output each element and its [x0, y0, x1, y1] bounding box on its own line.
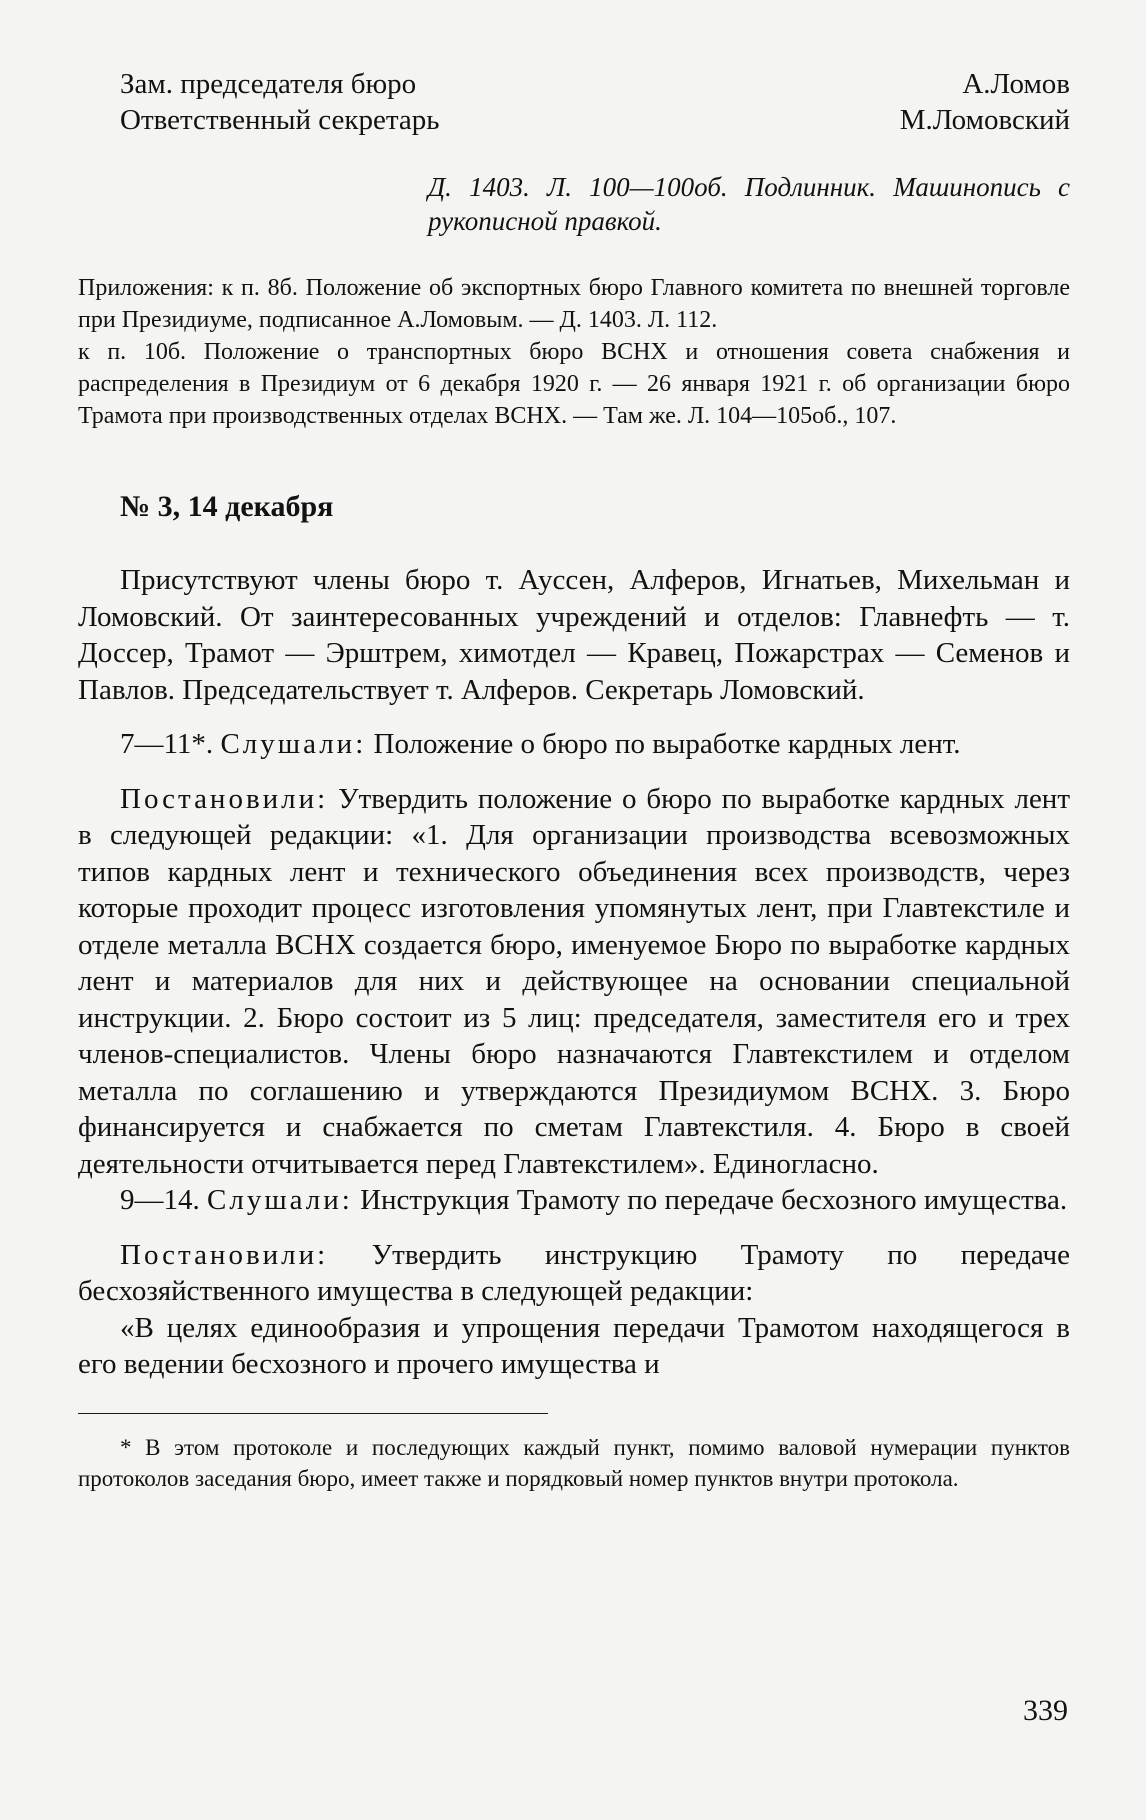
document-page [78, 66, 1070, 1494]
heard-paragraph-1 [78, 726, 1070, 763]
attachments [78, 272, 1070, 432]
section-title: № 3, 14 декабря [120, 490, 334, 523]
signature-row-secretary [78, 102, 1070, 138]
archive-reference: Д. 1403. Л. 100—100об. Подлинник. Машинопись с рукописной правкой. [428, 172, 1070, 236]
page-number: 339 [1023, 1694, 1068, 1727]
heard-label: Слушали: [220, 728, 367, 760]
item-number: 7—11*. [120, 728, 214, 760]
resolved-paragraph-1 [78, 781, 1070, 1183]
attachment-item: Приложения: к п. 8б. Положение об экспортных бюро Главного комитета по внешней торговле при Президиуме, подписанное А.Ломовым. — Д. 1403. Л. 112. [78, 275, 1070, 333]
footnote: * В этом протоколе и последующих каждый пункт, помимо валовой нумерации пунктов протоколов заседания бюро, имеет также и порядковый номер пунктов внутри протокола. [78, 1434, 1070, 1491]
heard-text: Положение о бюро по выработке кардных лент. [373, 728, 961, 760]
signature-role: Ответственный секретарь [120, 104, 440, 136]
item-number: 9—14. [120, 1184, 200, 1216]
heard-text: Инструкция Трамоту по передаче бесхозного имущества. [360, 1184, 1068, 1216]
resolved-text: Утвердить инструкцию Трамоту по передаче бесхозяйственного имущества в следующей редакции: [78, 1238, 1071, 1307]
heard-label: Слушали: [207, 1184, 353, 1216]
resolved-paragraph-2 [78, 1237, 1070, 1310]
resolved-label: Постановили: [120, 782, 329, 815]
attendees-paragraph: Присутствуют члены бюро т. Ауссен, Алферов, Игнатьев, Михельман и Ломовский. От заинтересованных учреждений и отделов: Главнефть — т. Доссер, Трамот — Эрштрем, химотдел — Кравец, Пожарстрах — Семенов и Павлов. Председательствует т. Алферов. Секретарь Ломовский. [78, 564, 1070, 706]
attachment-item: к п. 10б. Положение о транспортных бюро ВСНХ и отношения совета снабжения и распределения в Президиум от 6 декабря 1920 г. — 26 января 1921 г. об организации бюро Трамота при производственных отделах ВСНХ. — Там же. Л. 104—105об., 107. [78, 339, 1070, 429]
signature-name: А.Ломов [962, 68, 1070, 100]
signature-role: Зам. председателя бюро [120, 68, 417, 100]
protocol-body [78, 562, 1070, 1383]
resolved-text: Утвердить положение о бюро по выработке кардных лент в следующей редакции: «1. Для организации производства всевозможных типов кардных лент и технического объединения всех производств, через которые проходит процесс изготовления упомянутых лент, при Главтекстиле и отделе металла ВСНХ создается бюро, именуемое Бюро по выработке кардных лент и материалов для них и действующее на основании специальной инструкции. 2. Бюро состоит из 5 лиц: председателя, заместителя его и трех членов-специалистов. Члены бюро назначаются Главтекстилем и отделом металла по соглашению и утверждаются Президиумом ВСНХ. 3. Бюро финансируется и снабжается по сметам Главтекстиля. 4. Бюро в своей деятельности отчитывается перед Главтекстилем». Единогласно. [78, 782, 1071, 1180]
signature-row-deputy [78, 66, 1070, 102]
footnote-divider [78, 1413, 548, 1414]
resolved-label: Постановили: [120, 1238, 329, 1271]
instruction-paragraph: «В целях единообразия и упрощения передачи Трамотом находящегося в его ведении бесхозного и прочего имущества и [78, 1311, 1070, 1380]
signature-name: М.Ломовский [899, 104, 1070, 136]
heard-paragraph-2 [78, 1182, 1070, 1219]
